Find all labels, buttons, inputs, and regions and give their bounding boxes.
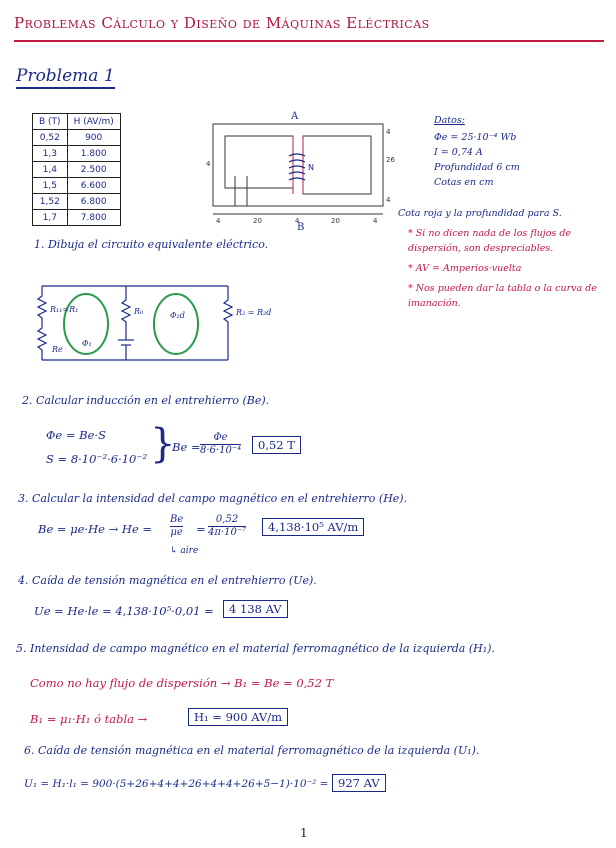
- cell-b: 1,52: [33, 194, 68, 210]
- q5-line-1: Como no hay flujo de dispersión → B₁ = Be = 0,52 T: [30, 676, 334, 690]
- cell-h: 2.500: [67, 162, 120, 178]
- dim-right-small: 4: [386, 196, 391, 204]
- dim-bottom: 4: [295, 217, 300, 225]
- q3-equals: =: [196, 522, 206, 536]
- q2-eq-be: Be =: [172, 440, 201, 454]
- label-a: A: [291, 111, 299, 122]
- q3-fraction-2: [208, 514, 246, 539]
- note-item: * AV = Amperios·vuelta: [408, 263, 522, 274]
- cell-h: 7.800: [67, 210, 120, 226]
- cell-h: 900: [67, 130, 120, 146]
- dim-bottom: 20: [331, 217, 340, 225]
- dim-right: 26: [386, 156, 395, 164]
- label-r-left-top: R₁₁=R₁: [50, 305, 79, 314]
- bh-header-h: H (AV/m): [67, 114, 120, 130]
- table-row: [33, 162, 121, 178]
- cell-b: 0,52: [33, 130, 68, 146]
- cell-h: 1.800: [67, 146, 120, 162]
- label-r-mid: R₀: [134, 307, 144, 316]
- label-n: N: [308, 163, 314, 172]
- q2-frac-num: Φe: [200, 432, 241, 445]
- label-phi2: Φ₂d: [170, 311, 185, 320]
- red-notes: [408, 226, 604, 316]
- resistor-mid: [122, 286, 130, 340]
- label-r-right: R₂ = R₂d: [236, 308, 272, 317]
- q3-result: 4,138·10⁵ AV/m: [262, 518, 364, 536]
- dim-bottom: 4: [373, 217, 378, 225]
- dim-left: 4: [206, 160, 211, 168]
- bh-header-b: B (T): [33, 114, 68, 130]
- q2-eq-flux: Φe = Be·S: [46, 428, 106, 442]
- q2-result: 0,52 T: [252, 436, 301, 454]
- page-title: Problemas Cálculo y Diseño de Máquinas Eléctricas: [14, 14, 430, 32]
- brace-icon: }: [150, 421, 176, 467]
- equivalent-circuit: [30, 276, 240, 376]
- q2-frac-den: 8·6·10⁻⁴: [200, 445, 242, 456]
- datos-line: Cotas en cm: [434, 177, 494, 188]
- q4-eq: Ue = He·le = 4,138·10⁵·0,01 =: [34, 604, 214, 618]
- datos-line: Profundidad 6 cm: [434, 162, 520, 173]
- resistor-left: [38, 286, 46, 360]
- label-phi1: Φ₁: [82, 339, 92, 348]
- q3-frac1-den: μe: [170, 527, 183, 538]
- q4-result: 4 138 AV: [223, 600, 288, 618]
- note-item: * Nos pueden dar la tabla o la curva de imanación.: [408, 283, 597, 309]
- question-3: 3. Calcular la intensidad del campo magnético en el entrehierro (He).: [18, 492, 408, 505]
- dim-bottom: 4: [216, 217, 221, 225]
- table-row: [33, 194, 121, 210]
- q3-eq: Be = μe·He → He =: [38, 522, 153, 536]
- table-row: [33, 178, 121, 194]
- q3-frac2-den: 4π·10⁻⁷: [208, 527, 247, 538]
- problem-heading: Problema 1: [16, 66, 115, 89]
- question-5: 5. Intensidad de campo magnético en el material ferromagnético de la izquierda (H₁).: [16, 642, 495, 655]
- note-item: * Si no dicen nada de los flujos de dispersión, son despreciables.: [408, 228, 572, 254]
- q6-eq: U₁ = H₁·l₁ = 900·(5+26+4+4+26+4+4+26+5−1)·10⁻² =: [24, 778, 329, 790]
- q5-line-2: B₁ = μ₁·H₁ ó tabla →: [30, 712, 148, 726]
- resistor-right: [224, 286, 232, 360]
- q3-frac1-num: Be: [170, 514, 184, 525]
- cell-b: 1,4: [33, 162, 68, 178]
- page-number: 1: [300, 826, 308, 840]
- bh-table: [32, 113, 121, 226]
- cell-h: 6.800: [67, 194, 120, 210]
- question-2: 2. Calcular inducción en el entrehierro (Be).: [22, 394, 270, 407]
- cell-h: 6.600: [67, 178, 120, 194]
- q3-frac2-num: 0,52: [208, 514, 246, 527]
- table-row: [33, 210, 121, 226]
- question-6: 6. Caída de tensión magnética en el material ferromagnético de la izquierda (U₁).: [24, 744, 480, 757]
- datos-block: [434, 113, 604, 190]
- q6-result: 927 AV: [332, 774, 386, 792]
- dim-right-small: 4: [386, 128, 391, 136]
- datos-line: Φe = 25·10⁻⁴ Wb: [434, 132, 517, 143]
- section-note: Cota roja y la profundidad para S.: [398, 208, 562, 219]
- cell-b: 1,3: [33, 146, 68, 162]
- table-row: [33, 146, 121, 162]
- title-underline: [14, 40, 604, 42]
- q3-fraction-1: [170, 514, 183, 539]
- datos-line: I = 0,74 A: [434, 147, 483, 158]
- label-b: B: [297, 222, 305, 232]
- q2-eq-area: S = 8·10⁻²·6·10⁻²: [46, 452, 148, 466]
- q3-sub: ↳ aire: [170, 546, 199, 556]
- dim-bottom: 20: [253, 217, 262, 225]
- cell-b: 1,5: [33, 178, 68, 194]
- question-1: 1. Dibuja el circuito equivalente eléctrico.: [34, 238, 269, 251]
- question-4: 4. Caída de tensión magnética en el entrehierro (Ue).: [18, 574, 317, 587]
- cell-b: 1,7: [33, 210, 68, 226]
- q2-fraction: [200, 432, 241, 457]
- core-figure: [205, 110, 405, 232]
- q5-result: H₁ = 900 AV/m: [188, 708, 288, 726]
- datos-title: Datos:: [434, 115, 465, 126]
- table-row: [33, 130, 121, 146]
- label-r-left-bottom: Re: [52, 345, 63, 354]
